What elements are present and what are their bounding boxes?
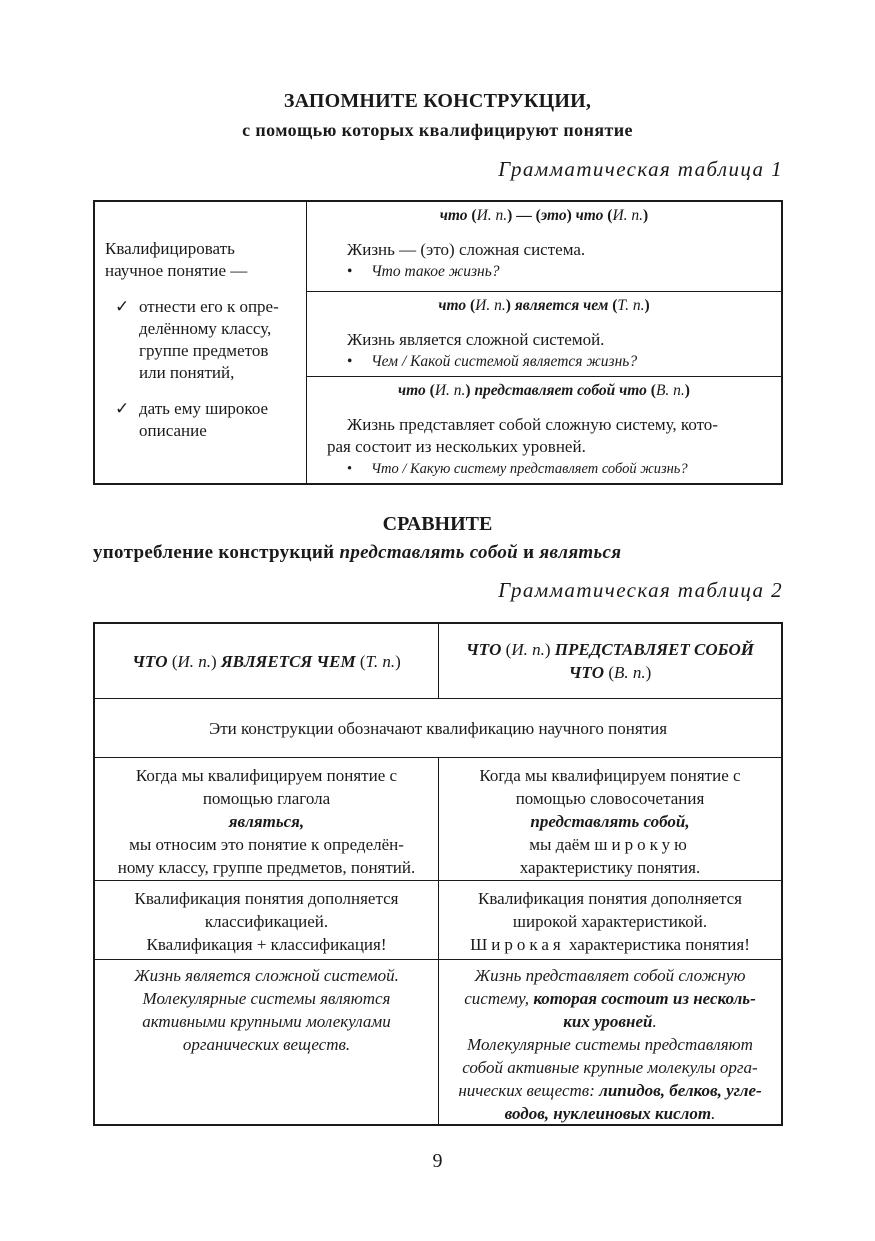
item-line: отнести его к опре-	[139, 297, 279, 316]
grammar-table-1	[93, 200, 783, 485]
table-header-row	[95, 624, 781, 699]
table-cell: Когда мы квалифицируем понятие с помощью словосочетания представлять собой, мы даём широкую характеристику понятия.	[479, 766, 741, 877]
table1-caption: Грамматическая таблица 1	[498, 157, 783, 181]
table1-right-column	[307, 202, 781, 483]
heading-title: ЗАПОМНИТЕ КОНСТРУКЦИИ,	[283, 90, 592, 112]
list-item	[105, 398, 300, 442]
example-question: • Что такое жизнь?	[307, 261, 781, 283]
table-cell: Жизнь представляет собой сложную систему, которая состоит из несколь- ких уровней. Молекулярные системы представляют собой активные крупные молекулы орга- нических веществ: липидов, белков, угле- водов, нуклеиновых кислот.	[458, 966, 762, 1123]
item-line: описание	[139, 421, 207, 440]
intro-line: научное понятие —	[105, 261, 248, 280]
table-row	[95, 758, 781, 881]
heading-subtitle: с помощью которых квалифицируют понятие	[242, 120, 633, 140]
table1-left-column	[95, 202, 307, 483]
common-cell: Эти конструкции обозначают квалификацию научного понятия	[208, 718, 668, 738]
example-sentence: Жизнь представляет собой сложную систему, кото-	[347, 415, 718, 434]
table-row-common	[95, 699, 781, 758]
example-sentence-cont: рая состоит из нескольких уровней.	[327, 437, 586, 456]
list-item	[105, 296, 300, 384]
table-cell: Жизнь является сложной системой. Молекулярные системы являются активными крупными молекулами органических веществ.	[95, 960, 439, 1126]
construction-section	[307, 292, 781, 377]
construction-section	[307, 202, 781, 292]
checkmark-icon: ✓	[115, 399, 130, 418]
example-question: • Что / Какую систему представляет собой жизнь?	[307, 458, 781, 480]
item-line: дать ему широкое	[139, 399, 269, 418]
bullet-icon: •	[347, 461, 353, 477]
construction-formula: что (И. п.) — (это) что (И. п.)	[439, 207, 649, 224]
construction-section	[307, 377, 781, 487]
construction-formula: что (И. п.) является чем (Т. п.)	[438, 297, 650, 314]
header-cell-left: ЧТО (И. п.) ЯВЛЯЕТСЯ ЧЕМ (Т. п.)	[95, 624, 439, 698]
example-sentence: Жизнь — (это) сложная система.	[347, 240, 586, 259]
table2-caption: Грамматическая таблица 2	[498, 578, 783, 602]
table-row	[95, 881, 781, 960]
table-cell: Квалификация понятия дополняется классификацией. Квалификация + классификация!	[95, 881, 439, 959]
checkmark-icon: ✓	[115, 297, 130, 316]
page-number: 9	[432, 1150, 443, 1172]
grammar-table-2	[93, 622, 783, 1126]
table-cell: Когда мы квалифицируем понятие с помощью глагола являться, мы относим это понятие к определён- ному классу, группе предметов, понятий.	[95, 758, 439, 880]
intro-line: Квалифицировать	[105, 239, 235, 258]
item-line: группе предметов	[139, 341, 269, 360]
construction-formula: что (И. п.) представляет собой что (В. п.)	[398, 382, 690, 399]
bullet-icon: •	[347, 353, 353, 370]
header-cell-right: ЧТО (И. п.) ПРЕДСТАВЛЯЕТ СОБОЙ ЧТО (В. п.)	[466, 640, 754, 682]
bullet-icon: •	[347, 263, 353, 280]
table-row	[95, 960, 781, 1126]
item-line: делённому классу,	[139, 319, 272, 338]
heading2-title: СРАВНИТЕ	[382, 513, 493, 535]
heading2-subtitle: употребление конструкций представлять собой и являться	[93, 542, 622, 563]
example-sentence: Жизнь является сложной системой.	[347, 330, 605, 349]
example-question: • Чем / Какой системой является жизнь?	[307, 351, 781, 373]
item-line: или понятий,	[139, 363, 235, 382]
table-cell: Квалификация понятия дополняется широкой характеристикой. Широкая характеристика понятия!	[470, 889, 750, 954]
